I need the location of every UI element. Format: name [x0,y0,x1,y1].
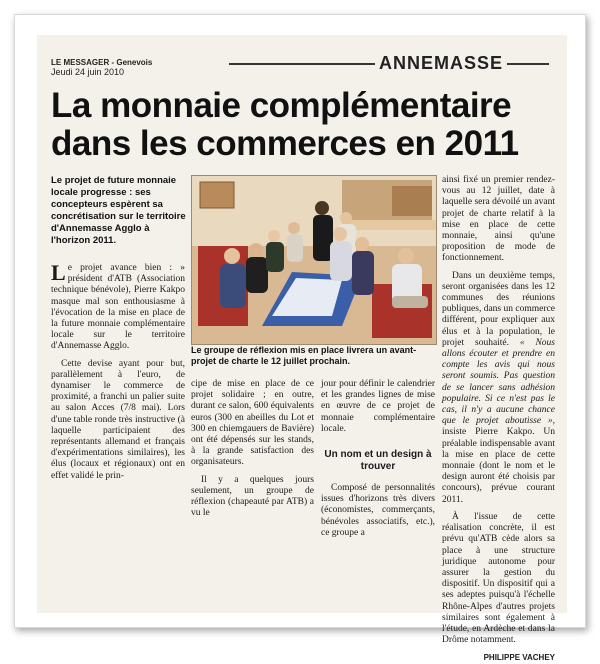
publication-date: Jeudi 24 juin 2010 [51,67,125,77]
paragraph [442,271,555,506]
body-column-4 [442,175,555,664]
paragraph: Cette devise ayant pour but, parallèlement à l'euro, de dynamiser le commerce de proximité, a franchi un palier suite au salon Acces (7/8 mai). Lors d'une table ronde très instructive (à laquelle participaient des représentants allemand et français d'expérimentations similaires), les élus (locaux et régionaux) ont en effet validé le prin- [51,358,185,481]
body-column-2 [191,379,314,525]
paragraph-text: , insiste Pierre Kakpo. Un préalable indispensable avant la mise en place de cette monnaie (dont le nom et le design auront été choisis par concours), prévue courant 2011. [442,416,555,505]
drop-cap: L [51,260,66,285]
paragraph: Composé de personnalités issues d'horizons très divers (économistes, commerçants, bénévoles associatifs, etc.), ce groupe a [321,483,435,538]
section-title: ANNEMASSE [375,53,507,74]
paragraph-text: e projet avance bien : » président d'ATB (Association technique bénévole), Pierre Kakpo masque mal son enthousiasme à l'évocation de la mise en place de la future monnaie complémentaire locale sur le territoire d'Annemasse Agglo. [51,263,185,352]
quote: « Nous allons écouter et prendre en compte les avis qui nous seront soumis. Pas question de se lancer sans adhésion populaire. Si ce n'est pas le cas, il n'y a aucune chance que le projet aboutisse » [442,337,555,427]
byline: PHILIPPE VACHEY [483,653,555,663]
lede: Le projet de future monnaie locale progresse : ses concepteurs espèrent sa concrétisation sur le territoire d'Annemasse Agglo à l'horizon 2011. [51,175,186,246]
paragraph: ainsi fixé un premier rendez-vous au 12 juillet, date à laquelle sera dévoilé un avant projet de charte relatif à la mise en place de cette monnaie, ainsi qu'une proposition de mode de fonctionnement. [442,175,555,264]
photo-caption: Le groupe de réflexion mis en place livrera un avant-projet de charte le 12 juillet prochain. [191,345,417,366]
body-column-1 [51,260,185,488]
group-photo [191,175,437,345]
headline: La monnaie complémentaire dans les commerces en 2011 [51,86,519,163]
paragraph: jour pour définir le calendrier et les grandes lignes de mise en œuvre de ce projet de monnaie complémentaire locale. [321,379,435,434]
paragraph [51,260,185,353]
body-column-3 [321,379,435,545]
newspaper-name: LE MESSAGER - Genevois [51,58,153,67]
group-photo-illustration [192,176,436,344]
paragraph-text: Dans un deuxième temps, seront organisées dans les 12 communes des réunions publiques, dans un commerce différent, pour expliquer aux élus et à la population, le projet souhaité. [442,270,555,348]
newspaper-clipping [37,35,567,663]
article-page [14,14,586,663]
paragraph: À l'issue de cette réalisation concrète, il est prévu qu'ATB cède alors sa place à une structure juridique autonome pour assurer la gestion du dispositif. Un dispositif qui a ses adeptes puisqu'à l'échelle Rhône-Alpes d'autres projets similaires sont également à l'étude, en Ardèche et dans la Drôme notamment. [442,511,555,646]
paragraph: cipe de mise en place de ce projet solidaire ; en outre, durant ce salon, 600 équivalents euros (300 en abeilles du Lot et 300 en chiemgauers de Bavière) ont été dépensés sur les stands, à la grande satisfaction des organisateurs. [191,379,314,468]
subheading: Un nom et un design à trouver [324,449,432,473]
paragraph: Il y a quelques jours seulement, un groupe de réflexion (chapeauté par ATB) a vu le [191,474,314,519]
